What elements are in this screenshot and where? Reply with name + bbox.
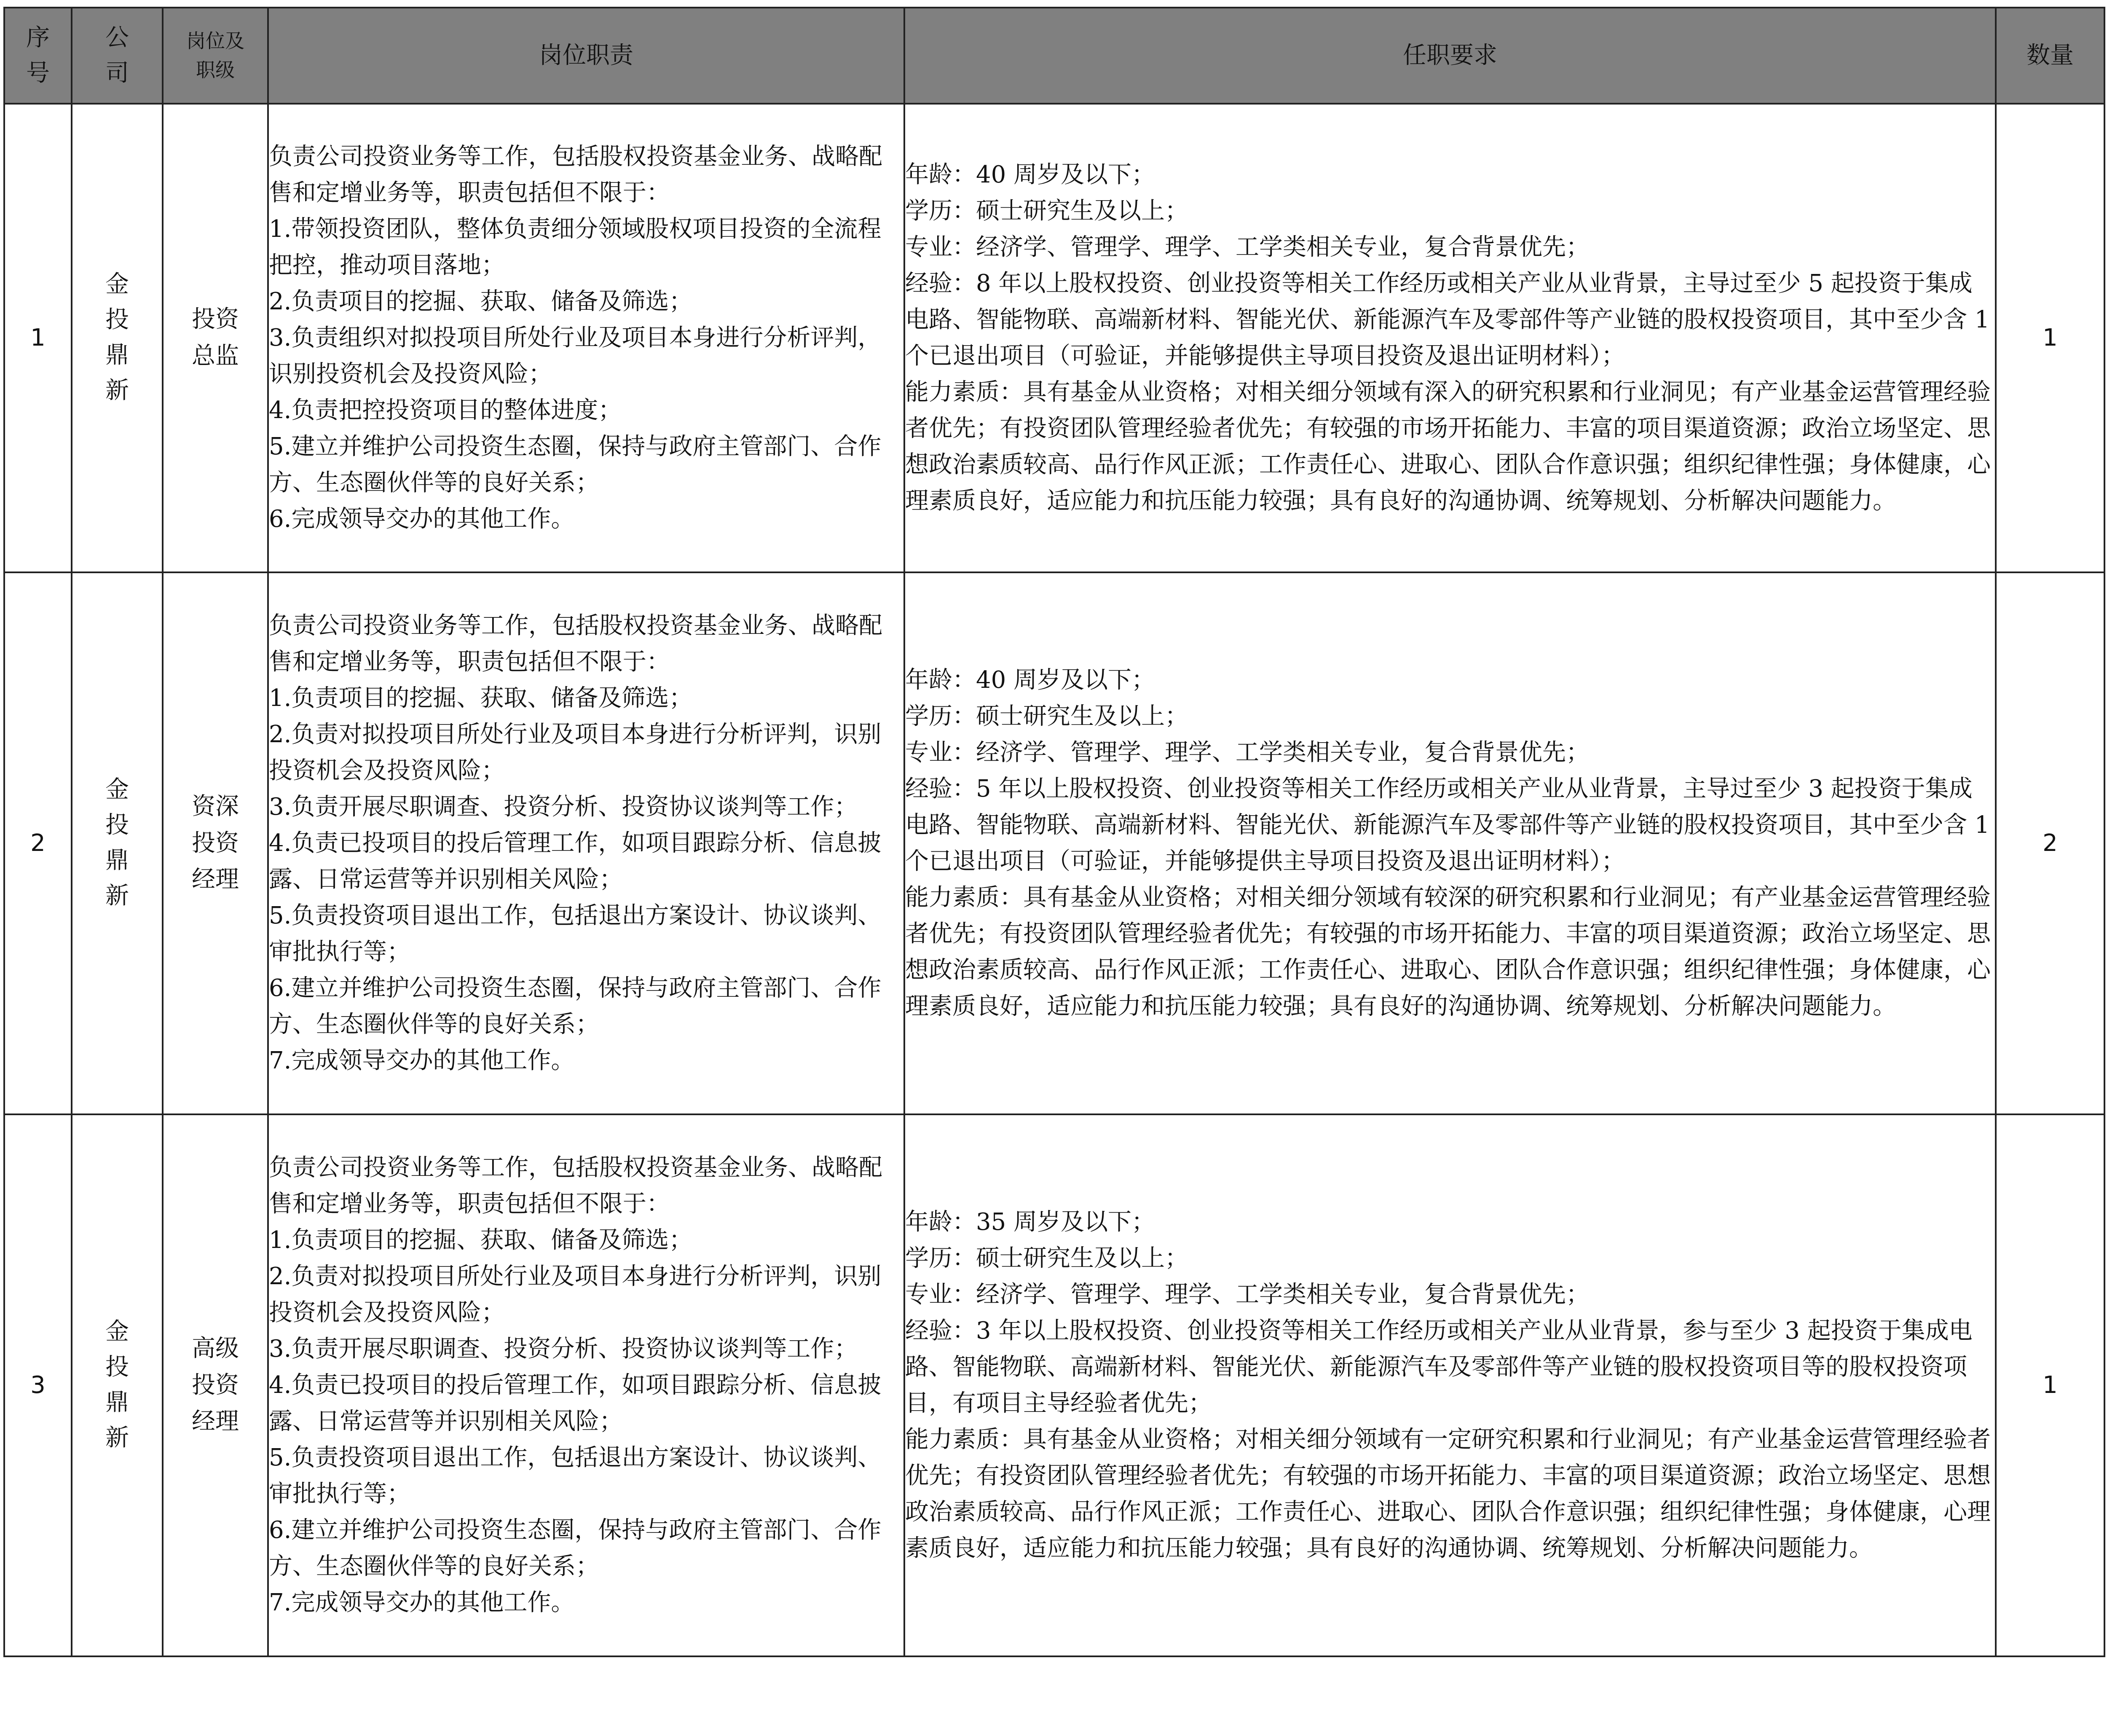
row-index: 1 <box>4 104 72 572</box>
requirement-line: 年龄：40 周岁及以下； <box>905 666 1155 694</box>
duty-line: 1.负责项目的挖掘、获取、储备及筛选； <box>269 684 693 712</box>
duty-line: 5.负责投资项目退出工作，包括退出方案设计、协议谈判、审批执行等； <box>269 1444 882 1508</box>
requirement-line: 学历：硕士研究生及以上； <box>905 703 1188 730</box>
row-count: 1 <box>1996 104 2104 572</box>
requirement-line: 年龄：35 周岁及以下； <box>905 1208 1155 1236</box>
requirement-line: 能力素质：具有基金从业资格；对相关细分领域有一定研究积累和行业洞见；有产业基金运营管理经验者优先；有投资团队管理经验者优先；有较强的市场开拓能力、丰富的项目渠道资源；政治立场坚定、思想政治素质较高、品行作风正派；工作责任心、进取心、团队合作意识强；组织纪律性强；身体健康，心理素质良好，适应能力和抗压能力较强；具有良好的沟通协调、统筹规划、分析解决问题能力。 <box>905 1426 1991 1562</box>
duty-line: 6.完成领导交办的其他工作。 <box>269 505 575 533</box>
table-row <box>4 572 2104 1114</box>
duty-line: 5.建立并维护公司投资生态圈，保持与政府主管部门、合作方、生态圈伙伴等的良好关系； <box>269 433 882 496</box>
header-row <box>4 8 2104 104</box>
duty-line: 6.建立并维护公司投资生态圈，保持与政府主管部门、合作方、生态圈伙伴等的良好关系； <box>269 1516 882 1580</box>
duty-line: 2.负责对拟投项目所处行业及项目本身进行分析评判，识别投资机会及投资风险； <box>269 1263 882 1326</box>
duty-line: 1.带领投资团队，整体负责细分领域股权项目投资的全流程把控，推动项目落地； <box>269 215 882 279</box>
table-row <box>4 104 2104 572</box>
row-requirements <box>904 104 1996 572</box>
duty-line: 2.负责对拟投项目所处行业及项目本身进行分析评判，识别投资机会及投资风险； <box>269 721 882 784</box>
header-company: 公司 <box>72 8 163 104</box>
duty-line: 4.负责已投项目的投后管理工作，如项目跟踪分析、信息披露、日常运营等并识别相关风险； <box>269 1371 882 1435</box>
row-company: 金投鼎新 <box>72 572 163 1114</box>
requirement-line: 学历：硕士研究生及以上； <box>905 1245 1188 1272</box>
row-index: 3 <box>4 1114 72 1656</box>
row-duties <box>268 572 904 1114</box>
requirement-line: 专业：经济学、管理学、理学、工学类相关专业，复合背景优先； <box>905 233 1590 261</box>
row-position: 资深投资经理 <box>163 572 268 1114</box>
duty-line: 7.完成领导交办的其他工作。 <box>269 1589 575 1616</box>
duty-line: 1.负责项目的挖掘、获取、储备及筛选； <box>269 1226 693 1254</box>
duty-line: 7.完成领导交办的其他工作。 <box>269 1047 575 1074</box>
row-index: 2 <box>4 572 72 1114</box>
row-position: 投资总监 <box>163 104 268 572</box>
table-row <box>4 1114 2104 1656</box>
header-index: 序号 <box>4 8 72 104</box>
duty-line: 4.负责把控投资项目的整体进度； <box>269 397 622 424</box>
duty-line: 5.负责投资项目退出工作，包括退出方案设计、协议谈判、审批执行等； <box>269 902 882 966</box>
header-count: 数量 <box>1996 8 2104 104</box>
duty-line: 4.负责已投项目的投后管理工作，如项目跟踪分析、信息披露、日常运营等并识别相关风险； <box>269 829 882 893</box>
requirement-line: 经验：5 年以上股权投资、创业投资等相关工作经历或相关产业从业背景，主导过至少 3 起投资于集成电路、智能物联、高端新材料、智能光伏、新能源汽车及零部件等产业链的股权投资项目，其中至少含 1 个已退出项目（可验证，并能够提供主导项目投资及退出证明材料）； <box>905 775 1990 875</box>
duty-line: 3.负责开展尽职调查、投资分析、投资协议谈判等工作； <box>269 1335 858 1363</box>
requirement-line: 专业：经济学、管理学、理学、工学类相关专业，复合背景优先； <box>905 1281 1590 1308</box>
row-duties <box>268 1114 904 1656</box>
requirement-line: 经验：3 年以上股权投资、创业投资等相关工作经历或相关产业从业背景，参与至少 3 起投资于集成电路、智能物联、高端新材料、智能光伏、新能源汽车及零部件等产业链的股权投资项目等的股权投资项目，有项目主导经验者优先； <box>905 1317 1973 1417</box>
job-table <box>3 7 2105 1657</box>
duty-line: 3.负责开展尽职调查、投资分析、投资协议谈判等工作； <box>269 793 858 821</box>
header-requirements: 任职要求 <box>904 8 1996 104</box>
row-requirements <box>904 1114 1996 1656</box>
requirement-line: 专业：经济学、管理学、理学、工学类相关专业，复合背景优先； <box>905 739 1590 766</box>
requirement-line: 能力素质：具有基金从业资格；对相关细分领域有深入的研究积累和行业洞见；有产业基金运营管理经验者优先；有投资团队管理经验者优先；有较强的市场开拓能力、丰富的项目渠道资源；政治立场坚定、思想政治素质较高、品行作风正派；工作责任心、进取心、团队合作意识强；组织纪律性强；身体健康，心理素质良好，适应能力和抗压能力较强；具有良好的沟通协调、统筹规划、分析解决问题能力。 <box>905 378 1991 515</box>
duty-line: 负责公司投资业务等工作，包括股权投资基金业务、战略配售和定增业务等，职责包括但不限于： <box>269 1154 882 1218</box>
row-count: 2 <box>1996 572 2104 1114</box>
row-duties <box>268 104 904 572</box>
row-company: 金投鼎新 <box>72 1114 163 1656</box>
requirement-line: 经验：8 年以上股权投资、创业投资等相关工作经历或相关产业从业背景，主导过至少 5 起投资于集成电路、智能物联、高端新材料、智能光伏、新能源汽车及零部件等产业链的股权投资项目，其中至少含 1 个已退出项目（可验证，并能够提供主导项目投资及退出证明材料）； <box>905 270 1990 370</box>
duty-line: 2.负责项目的挖掘、获取、储备及筛选； <box>269 288 693 315</box>
duty-line: 3.负责组织对拟投项目所处行业及项目本身进行分析评判，识别投资机会及投资风险； <box>269 324 882 388</box>
requirement-line: 年龄：40 周岁及以下； <box>905 161 1155 188</box>
row-position: 高级投资经理 <box>163 1114 268 1656</box>
requirement-line: 学历：硕士研究生及以上； <box>905 197 1188 225</box>
requirement-line: 能力素质：具有基金从业资格；对相关细分领域有较深的研究积累和行业洞见；有产业基金运营管理经验者优先；有投资团队管理经验者优先；有较强的市场开拓能力、丰富的项目渠道资源；政治立场坚定、思想政治素质较高、品行作风正派；工作责任心、进取心、团队合作意识强；组织纪律性强；身体健康，心理素质良好，适应能力和抗压能力较强；具有良好的沟通协调、统筹规划、分析解决问题能力。 <box>905 884 1991 1020</box>
duty-line: 6.建立并维护公司投资生态圈，保持与政府主管部门、合作方、生态圈伙伴等的良好关系； <box>269 974 882 1038</box>
row-count: 1 <box>1996 1114 2104 1656</box>
duty-line: 负责公司投资业务等工作，包括股权投资基金业务、战略配售和定增业务等，职责包括但不限于： <box>269 612 882 676</box>
header-position: 岗位及职级 <box>163 8 268 104</box>
header-duties: 岗位职责 <box>268 8 904 104</box>
row-requirements <box>904 572 1996 1114</box>
row-company: 金投鼎新 <box>72 104 163 572</box>
duty-line: 负责公司投资业务等工作，包括股权投资基金业务、战略配售和定增业务等，职责包括但不限于： <box>269 143 882 207</box>
